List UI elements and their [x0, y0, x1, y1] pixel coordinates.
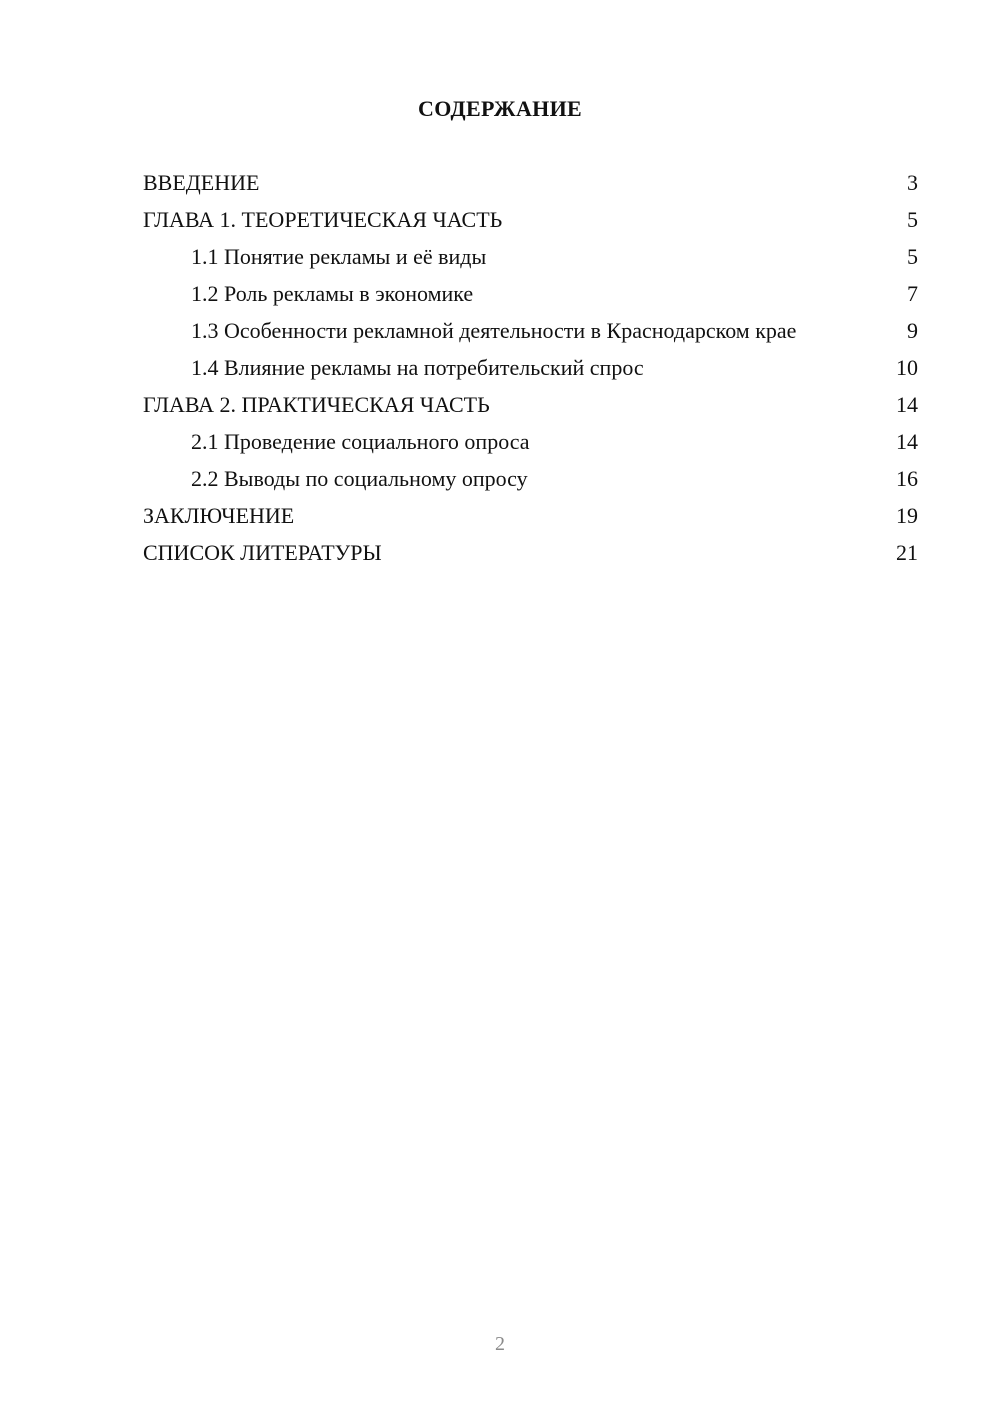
toc-entry-label: ВВЕДЕНИЕ [143, 170, 260, 195]
toc-entry-label: 1.4 Влияние рекламы на потребительский спрос [191, 355, 644, 380]
toc-entry-section-1-2[interactable] [143, 280, 918, 308]
toc-entry-page: 19 [896, 503, 918, 528]
toc-entry-page: 9 [907, 318, 918, 343]
toc-entry-introduction[interactable] [143, 169, 918, 197]
toc-entry-label: ГЛАВА 1. ТЕОРЕТИЧЕСКАЯ ЧАСТЬ [143, 207, 503, 232]
table-of-contents [143, 169, 918, 576]
toc-entry-label: СПИСОК ЛИТЕРАТУРЫ [143, 540, 382, 565]
toc-entry-label: 2.1 Проведение социального опроса [191, 429, 530, 454]
toc-entry-chapter-2[interactable] [143, 391, 918, 419]
toc-entry-page: 14 [896, 392, 918, 417]
toc-entry-page: 5 [907, 207, 918, 232]
toc-entry-section-1-3[interactable] [143, 317, 918, 345]
toc-entry-page: 21 [896, 540, 918, 565]
toc-entry-conclusion[interactable] [143, 502, 918, 530]
toc-entry-label: 1.3 Особенности рекламной деятельности в Краснодарском крае [191, 318, 797, 343]
toc-entry-label: ЗАКЛЮЧЕНИЕ [143, 503, 295, 528]
toc-entry-section-2-1[interactable] [143, 428, 918, 456]
page-number: 2 [495, 1333, 505, 1355]
toc-entry-label: 1.2 Роль рекламы в экономике [191, 281, 474, 306]
toc-entry-label: 2.2 Выводы по социальному опросу [191, 466, 528, 491]
toc-entry-page: 3 [907, 170, 918, 195]
toc-entry-chapter-1[interactable] [143, 206, 918, 234]
toc-entry-bibliography[interactable] [143, 539, 918, 567]
toc-entry-section-1-4[interactable] [143, 354, 918, 382]
toc-entry-page: 7 [907, 281, 918, 306]
page-title: СОДЕРЖАНИЕ [418, 96, 582, 121]
toc-entry-section-1-1[interactable] [143, 243, 918, 271]
toc-entry-label: 1.1 Понятие рекламы и её виды [191, 244, 487, 269]
toc-entry-page: 10 [896, 355, 918, 380]
toc-entry-page: 14 [896, 429, 918, 454]
toc-entry-section-2-2[interactable] [143, 465, 918, 493]
toc-entry-page: 5 [907, 244, 918, 269]
toc-entry-page: 16 [896, 466, 918, 491]
toc-entry-label: ГЛАВА 2. ПРАКТИЧЕСКАЯ ЧАСТЬ [143, 392, 490, 417]
